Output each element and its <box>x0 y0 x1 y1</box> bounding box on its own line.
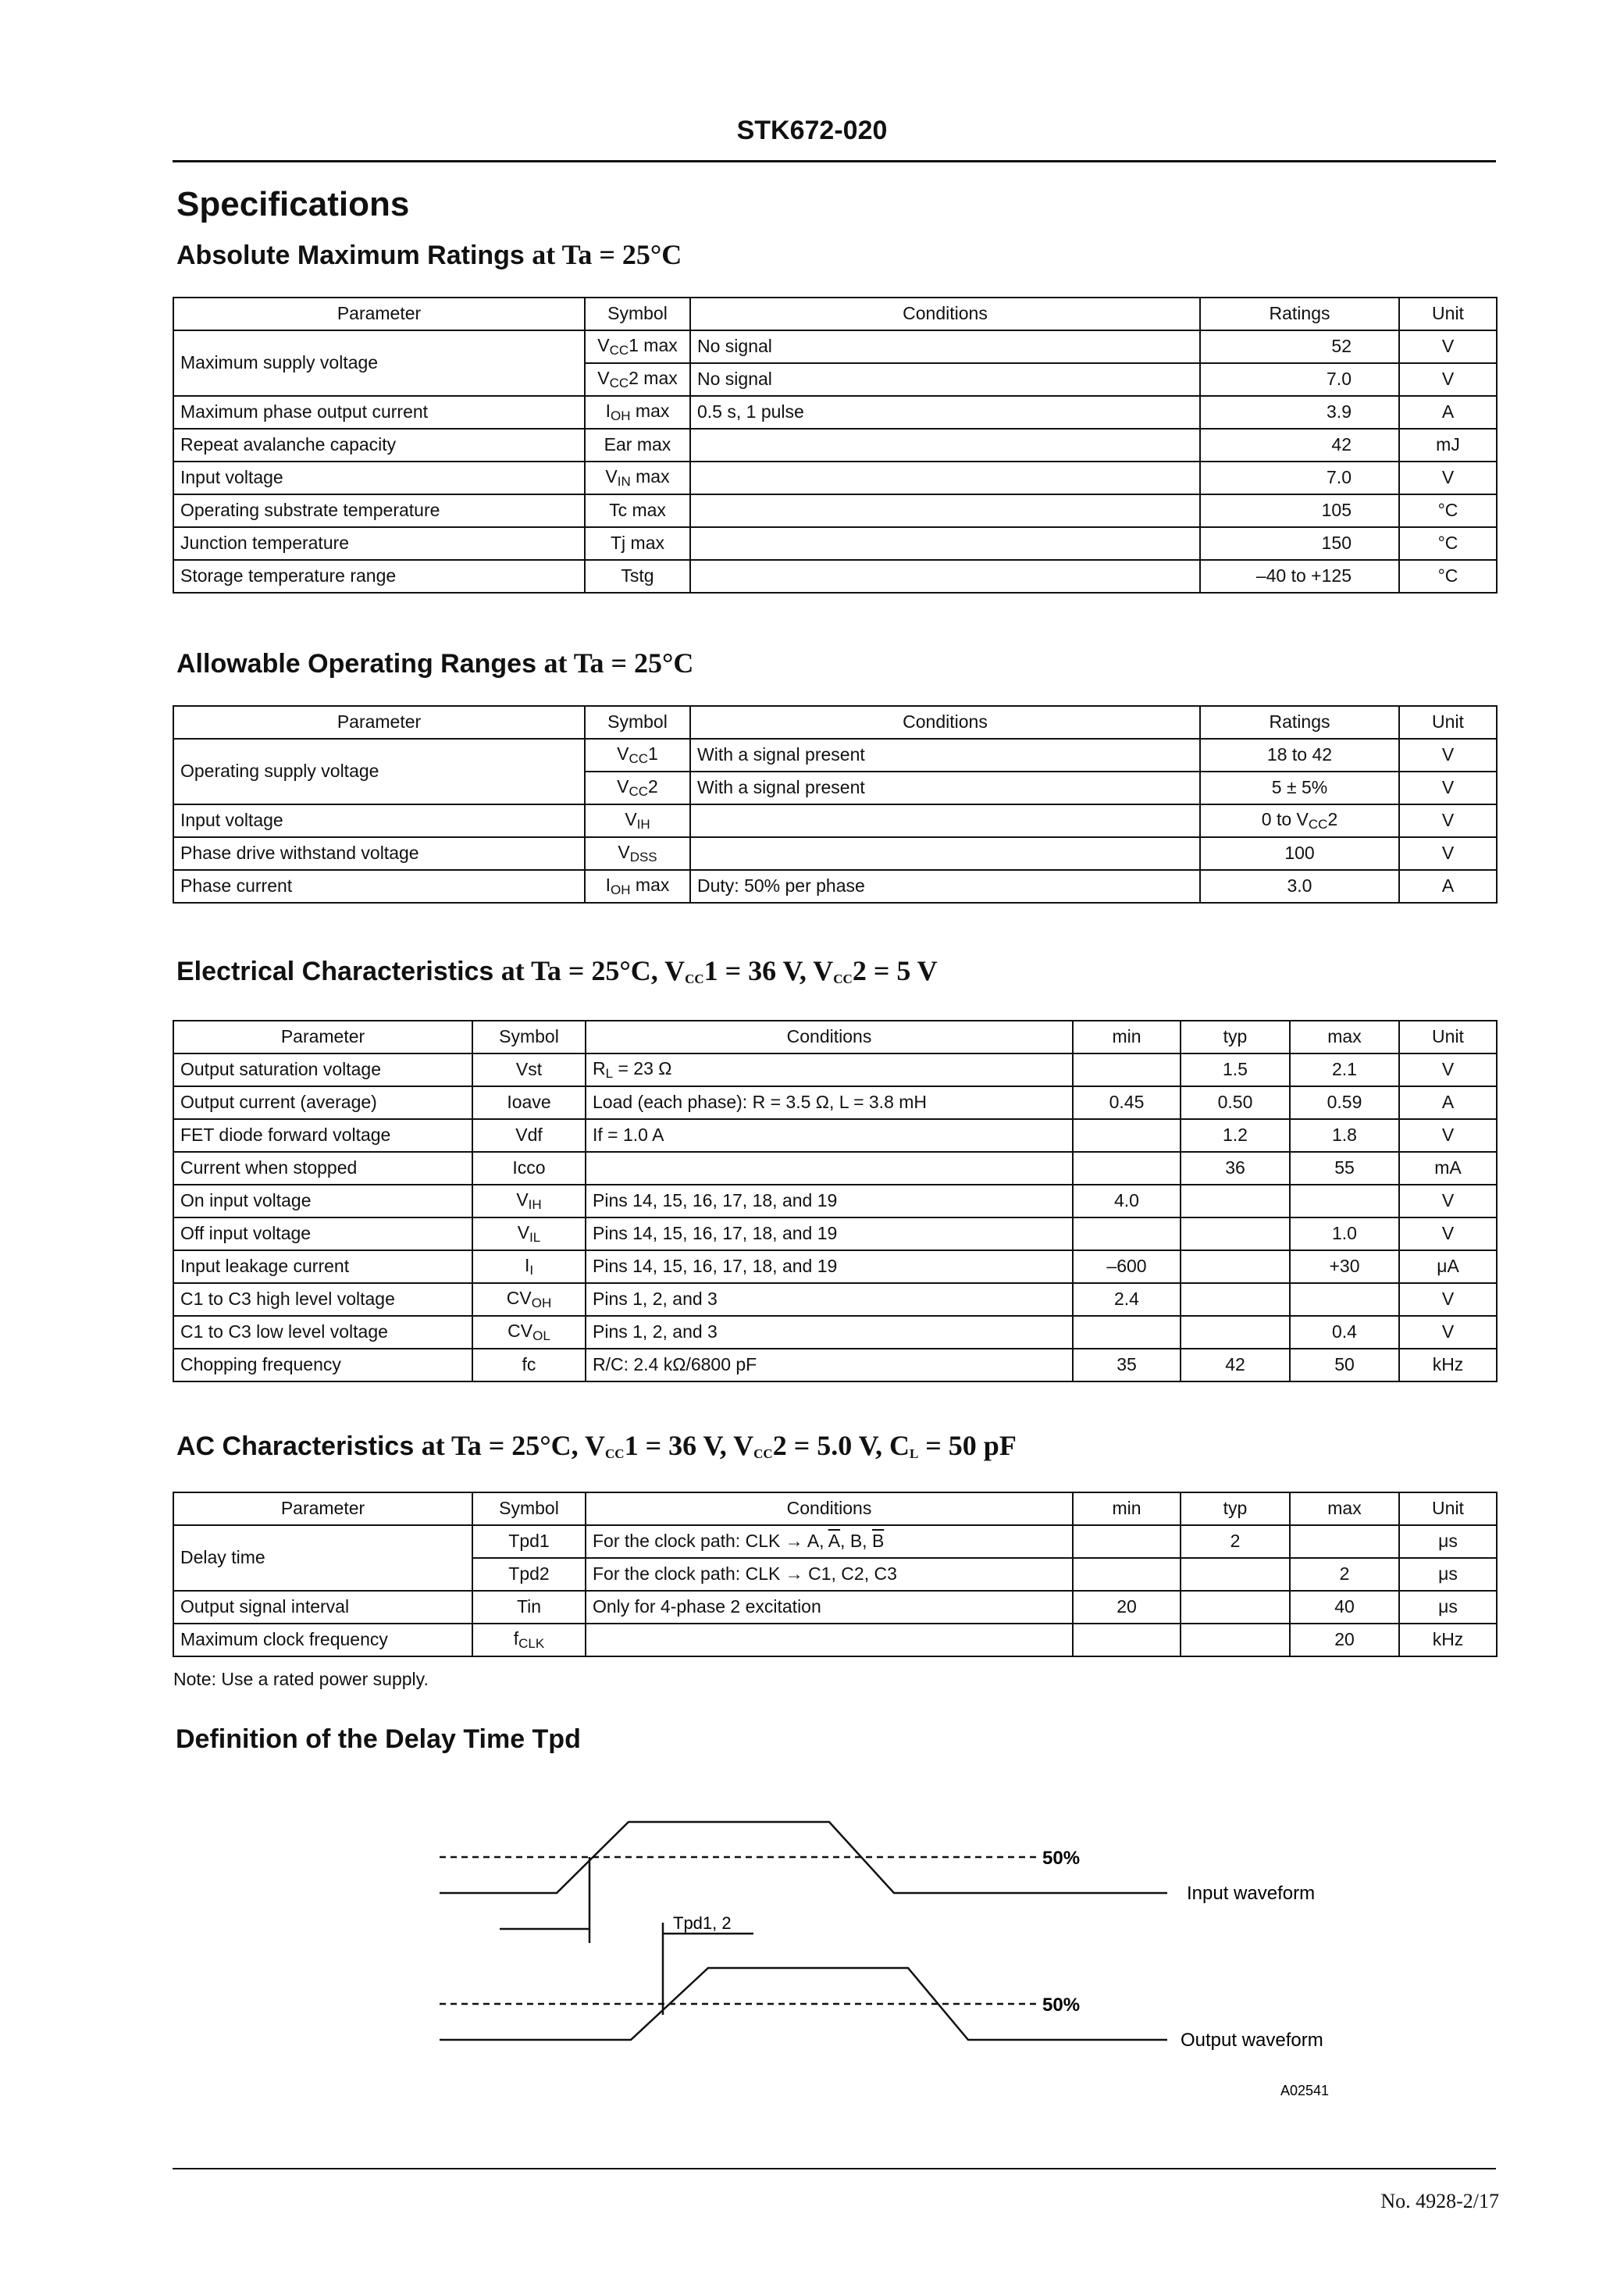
symbol-cell: $V_{CC}1$ max <box>585 330 690 363</box>
col-conditions: Conditions <box>586 1492 1073 1525</box>
condition-cell: For the clock path: CLK → A, $\overline{A}$, B, $\overline{B}$ <box>586 1525 1073 1558</box>
figure-id: A02541 <box>1280 2083 1330 2098</box>
col-symbol: Symbol <box>585 298 690 330</box>
min-cell: 2.4 <box>1073 1283 1181 1316</box>
typ-cell <box>1181 1316 1290 1349</box>
output-waveform-label: Output waveform <box>1181 2030 1323 2051</box>
max-cell: 50 <box>1290 1349 1399 1381</box>
unit-cell: μs <box>1399 1525 1497 1558</box>
page-number: No. 4928-2/17 <box>1380 2190 1499 2212</box>
ac-condition: at Ta = 25°C, $V_{CC}1 = 36$ V, $V_{CC}2 = 5.0$ V, $C_L = 50$ pF <box>421 1430 1017 1461</box>
rating-cell: 150 <box>1200 527 1399 560</box>
table-row <box>173 560 1497 593</box>
unit-cell: kHz <box>1399 1349 1497 1381</box>
ac-table <box>173 1492 1498 1657</box>
param-cell: Input voltage <box>173 804 585 837</box>
condition-cell: With a signal present <box>690 739 1200 772</box>
condition-cell: $R_L = 23$ Ω <box>586 1053 1073 1086</box>
header-rule <box>173 160 1496 162</box>
min-cell <box>1073 1624 1181 1656</box>
min-cell: 4.0 <box>1073 1185 1181 1217</box>
param-cell: Maximum supply voltage <box>173 330 585 396</box>
table-row <box>173 1086 1497 1119</box>
param-cell: Chopping frequency <box>173 1349 472 1381</box>
aor-condition: at Ta = 25°C <box>543 647 694 679</box>
min-cell: 20 <box>1073 1591 1181 1624</box>
param-cell: Output saturation voltage <box>173 1053 472 1086</box>
condition-cell: No signal <box>690 363 1200 396</box>
param-cell: Input voltage <box>173 462 585 494</box>
table-header-row <box>173 1492 1497 1525</box>
symbol-cell: $V_{IH}$ <box>585 804 690 837</box>
condition-cell: Pins 14, 15, 16, 17, 18, and 19 <box>586 1250 1073 1283</box>
symbol-cell: $I_{OH}$ max <box>585 870 690 903</box>
unit-cell: A <box>1399 396 1497 429</box>
unit-cell: μs <box>1399 1558 1497 1591</box>
param-cell: Phase drive withstand voltage <box>173 837 585 870</box>
condition-cell <box>586 1152 1073 1185</box>
col-ratings: Ratings <box>1200 706 1399 739</box>
unit-cell: °C <box>1399 494 1497 527</box>
symbol-cell: $f_{CLK}$ <box>472 1624 586 1656</box>
table-row <box>173 1185 1497 1217</box>
min-cell: 35 <box>1073 1349 1181 1381</box>
col-typ: typ <box>1181 1021 1290 1053</box>
min-cell: 0.45 <box>1073 1086 1181 1119</box>
input-level-label: 50% <box>1042 1848 1081 1869</box>
max-cell: 0.59 <box>1290 1086 1399 1119</box>
col-conditions: Conditions <box>690 706 1200 739</box>
aor-table <box>173 705 1498 904</box>
condition-cell: Pins 1, 2, and 3 <box>586 1316 1073 1349</box>
table-header-row <box>173 298 1497 330</box>
table-row <box>173 1250 1497 1283</box>
min-cell <box>1073 1053 1181 1086</box>
col-parameter: Parameter <box>173 298 585 330</box>
table-row <box>173 1349 1497 1381</box>
param-cell: Output current (average) <box>173 1086 472 1119</box>
col-min: min <box>1073 1021 1181 1053</box>
condition-cell: 0.5 s, 1 pulse <box>690 396 1200 429</box>
max-cell: 1.8 <box>1290 1119 1399 1152</box>
symbol-cell: $CV_{OH}$ <box>472 1283 586 1316</box>
unit-cell: V <box>1399 1283 1497 1316</box>
param-cell: Repeat avalanche capacity <box>173 429 585 462</box>
param-cell: Storage temperature range <box>173 560 585 593</box>
table-row <box>173 1316 1497 1349</box>
col-conditions: Conditions <box>586 1021 1073 1053</box>
unit-cell: V <box>1399 739 1497 772</box>
param-cell: Junction temperature <box>173 527 585 560</box>
unit-cell: μA <box>1399 1250 1497 1283</box>
symbol-cell: $V_{IN}$ max <box>585 462 690 494</box>
typ-cell <box>1181 1250 1290 1283</box>
table-row <box>173 739 1497 772</box>
max-cell: 2.1 <box>1290 1053 1399 1086</box>
table-row <box>173 870 1497 903</box>
condition-cell <box>690 560 1200 593</box>
part-number-header: STK672-020 <box>736 116 888 145</box>
aor-heading <box>176 647 693 679</box>
col-symbol: Symbol <box>585 706 690 739</box>
max-cell <box>1290 1525 1399 1558</box>
symbol-cell: Tin <box>472 1591 586 1624</box>
max-cell: 1.0 <box>1290 1217 1399 1250</box>
typ-cell: 1.2 <box>1181 1119 1290 1152</box>
rating-cell: 0 to $V_{CC}2$ <box>1200 804 1399 837</box>
page-title: Specifications <box>176 185 410 223</box>
symbol-cell: Icco <box>472 1152 586 1185</box>
condition-cell: Pins 1, 2, and 3 <box>586 1283 1073 1316</box>
typ-cell <box>1181 1283 1290 1316</box>
param-cell: Maximum phase output current <box>173 396 585 429</box>
condition-cell: With a signal present <box>690 772 1200 804</box>
typ-cell: 2 <box>1181 1525 1290 1558</box>
rating-cell: 100 <box>1200 837 1399 870</box>
rating-cell: 18 to 42 <box>1200 739 1399 772</box>
col-unit: Unit <box>1399 298 1497 330</box>
ec-table <box>173 1020 1498 1382</box>
col-conditions: Conditions <box>690 298 1200 330</box>
unit-cell: V <box>1399 1316 1497 1349</box>
param-cell: Input leakage current <box>173 1250 472 1283</box>
param-cell: Delay time <box>173 1525 472 1591</box>
unit-cell: °C <box>1399 527 1497 560</box>
col-parameter: Parameter <box>173 706 585 739</box>
condition-cell: R/C: 2.4 kΩ/6800 pF <box>586 1349 1073 1381</box>
table-row <box>173 527 1497 560</box>
symbol-cell: $V_{DSS}$ <box>585 837 690 870</box>
min-cell <box>1073 1316 1181 1349</box>
condition-cell: Pins 14, 15, 16, 17, 18, and 19 <box>586 1217 1073 1250</box>
param-cell: Maximum clock frequency <box>173 1624 472 1656</box>
table-row <box>173 837 1497 870</box>
col-symbol: Symbol <box>472 1021 586 1053</box>
unit-cell: V <box>1399 462 1497 494</box>
aor-heading-text: Allowable Operating Ranges <box>176 649 536 679</box>
symbol-cell: Tpd1 <box>472 1525 586 1558</box>
param-cell: Operating supply voltage <box>173 739 585 804</box>
col-unit: Unit <box>1399 1492 1497 1525</box>
max-cell: 20 <box>1290 1624 1399 1656</box>
unit-cell: mJ <box>1399 429 1497 462</box>
table-row <box>173 1217 1497 1250</box>
typ-cell <box>1181 1624 1290 1656</box>
rating-cell: 5 ± 5% <box>1200 772 1399 804</box>
param-cell: Output signal interval <box>173 1591 472 1624</box>
min-cell <box>1073 1525 1181 1558</box>
max-cell: 55 <box>1290 1152 1399 1185</box>
typ-cell: 42 <box>1181 1349 1290 1381</box>
symbol-cell: $I_I$ <box>472 1250 586 1283</box>
ec-condition: at Ta = 25°C, $V_{CC}1 = 36$ V, $V_{CC}2 = 5$ V <box>500 955 938 986</box>
condition-cell <box>690 462 1200 494</box>
symbol-cell: Vdf <box>472 1119 586 1152</box>
condition-cell: For the clock path: CLK → C1, C2, C3 <box>586 1558 1073 1591</box>
table-header-row <box>173 1021 1497 1053</box>
param-cell: Phase current <box>173 870 585 903</box>
symbol-cell: $V_{CC}1$ <box>585 739 690 772</box>
typ-cell: 1.5 <box>1181 1053 1290 1086</box>
col-parameter: Parameter <box>173 1021 472 1053</box>
note-text: Note: Use a rated power supply. <box>173 1669 429 1689</box>
unit-cell: V <box>1399 330 1497 363</box>
col-max: max <box>1290 1492 1399 1525</box>
unit-cell: V <box>1399 837 1497 870</box>
unit-cell: °C <box>1399 560 1497 593</box>
col-symbol: Symbol <box>472 1492 586 1525</box>
max-cell <box>1290 1283 1399 1316</box>
symbol-cell: Tc max <box>585 494 690 527</box>
param-cell: Operating substrate temperature <box>173 494 585 527</box>
table-row <box>173 1053 1497 1086</box>
typ-cell: 0.50 <box>1181 1086 1290 1119</box>
output-level-label: 50% <box>1042 1995 1081 2016</box>
symbol-cell: Tstg <box>585 560 690 593</box>
condition-cell <box>690 837 1200 870</box>
param-cell: C1 to C3 high level voltage <box>173 1283 472 1316</box>
symbol-cell: Ioave <box>472 1086 586 1119</box>
table-row <box>173 494 1497 527</box>
condition-cell: No signal <box>690 330 1200 363</box>
condition-cell <box>690 527 1200 560</box>
typ-cell: 36 <box>1181 1152 1290 1185</box>
unit-cell: A <box>1399 870 1497 903</box>
col-ratings: Ratings <box>1200 298 1399 330</box>
condition-cell: Only for 4-phase 2 excitation <box>586 1591 1073 1624</box>
unit-cell: V <box>1399 1053 1497 1086</box>
symbol-cell: $V_{IH}$ <box>472 1185 586 1217</box>
rating-cell: 7.0 <box>1200 363 1399 396</box>
tpd-label: Tpd1, 2 <box>673 1913 732 1933</box>
unit-cell: V <box>1399 1119 1497 1152</box>
col-parameter: Parameter <box>173 1492 472 1525</box>
rating-cell: 105 <box>1200 494 1399 527</box>
condition-cell: Pins 14, 15, 16, 17, 18, and 19 <box>586 1185 1073 1217</box>
unit-cell: V <box>1399 363 1497 396</box>
symbol-cell: Ear max <box>585 429 690 462</box>
rating-cell: 7.0 <box>1200 462 1399 494</box>
rating-cell: 52 <box>1200 330 1399 363</box>
symbol-cell: $V_{CC}2$ max <box>585 363 690 396</box>
param-cell: Current when stopped <box>173 1152 472 1185</box>
min-cell <box>1073 1119 1181 1152</box>
unit-cell: kHz <box>1399 1624 1497 1656</box>
condition-cell <box>690 804 1200 837</box>
table-row <box>173 1152 1497 1185</box>
table-row <box>173 429 1497 462</box>
symbol-cell: Tpd2 <box>472 1558 586 1591</box>
amr-condition: at Ta = 25°C <box>532 239 682 270</box>
param-cell: FET diode forward voltage <box>173 1119 472 1152</box>
footer-rule <box>173 2168 1496 2169</box>
unit-cell: V <box>1399 804 1497 837</box>
table-row <box>173 804 1497 837</box>
unit-cell: A <box>1399 1086 1497 1119</box>
table-row <box>173 1591 1497 1624</box>
delay-timing-diagram <box>0 1781 1624 2116</box>
min-cell <box>1073 1217 1181 1250</box>
unit-cell: mA <box>1399 1152 1497 1185</box>
symbol-cell: $I_{OH}$ max <box>585 396 690 429</box>
amr-heading <box>176 238 682 271</box>
ac-heading-text: AC Characteristics <box>176 1431 415 1461</box>
symbol-cell: Vst <box>472 1053 586 1086</box>
amr-heading-text: Absolute Maximum Ratings <box>176 241 525 270</box>
symbol-cell: $V_{CC}2$ <box>585 772 690 804</box>
unit-cell: V <box>1399 772 1497 804</box>
col-max: max <box>1290 1021 1399 1053</box>
ec-heading <box>176 954 938 987</box>
input-waveform-label: Input waveform <box>1187 1883 1316 1904</box>
ac-heading <box>176 1429 1017 1462</box>
rating-cell: 3.0 <box>1200 870 1399 903</box>
max-cell: +30 <box>1290 1250 1399 1283</box>
max-cell: 0.4 <box>1290 1316 1399 1349</box>
param-cell: On input voltage <box>173 1185 472 1217</box>
max-cell: 2 <box>1290 1558 1399 1591</box>
col-typ: typ <box>1181 1492 1290 1525</box>
amr-table <box>173 297 1498 594</box>
unit-cell: V <box>1399 1185 1497 1217</box>
table-row <box>173 1283 1497 1316</box>
rating-cell: 3.9 <box>1200 396 1399 429</box>
unit-cell: μs <box>1399 1591 1497 1624</box>
max-cell <box>1290 1185 1399 1217</box>
col-unit: Unit <box>1399 706 1497 739</box>
min-cell <box>1073 1152 1181 1185</box>
table-row <box>173 1525 1497 1558</box>
condition-cell: Load (each phase): R = 3.5 Ω, L = 3.8 mH <box>586 1086 1073 1119</box>
param-cell: Off input voltage <box>173 1217 472 1250</box>
min-cell <box>1073 1558 1181 1591</box>
min-cell: –600 <box>1073 1250 1181 1283</box>
delay-def-heading: Definition of the Delay Time Tpd <box>176 1724 581 1754</box>
rating-cell: 42 <box>1200 429 1399 462</box>
symbol-cell: $V_{IL}$ <box>472 1217 586 1250</box>
table-row <box>173 462 1497 494</box>
unit-cell: V <box>1399 1217 1497 1250</box>
symbol-cell: $CV_{OL}$ <box>472 1316 586 1349</box>
table-row <box>173 396 1497 429</box>
table-row <box>173 1119 1497 1152</box>
max-cell: 40 <box>1290 1591 1399 1624</box>
table-row <box>173 330 1497 363</box>
condition-cell <box>586 1624 1073 1656</box>
typ-cell <box>1181 1185 1290 1217</box>
condition-cell <box>690 494 1200 527</box>
condition-cell: If = 1.0 A <box>586 1119 1073 1152</box>
col-min: min <box>1073 1492 1181 1525</box>
condition-cell: Duty: 50% per phase <box>690 870 1200 903</box>
condition-cell <box>690 429 1200 462</box>
typ-cell <box>1181 1217 1290 1250</box>
table-header-row <box>173 706 1497 739</box>
ec-heading-text: Electrical Characteristics <box>176 957 494 986</box>
rating-cell: –40 to +125 <box>1200 560 1399 593</box>
typ-cell <box>1181 1591 1290 1624</box>
symbol-cell: fc <box>472 1349 586 1381</box>
param-cell: C1 to C3 low level voltage <box>173 1316 472 1349</box>
typ-cell <box>1181 1558 1290 1591</box>
table-row <box>173 1624 1497 1656</box>
col-unit: Unit <box>1399 1021 1497 1053</box>
symbol-cell: Tj max <box>585 527 690 560</box>
